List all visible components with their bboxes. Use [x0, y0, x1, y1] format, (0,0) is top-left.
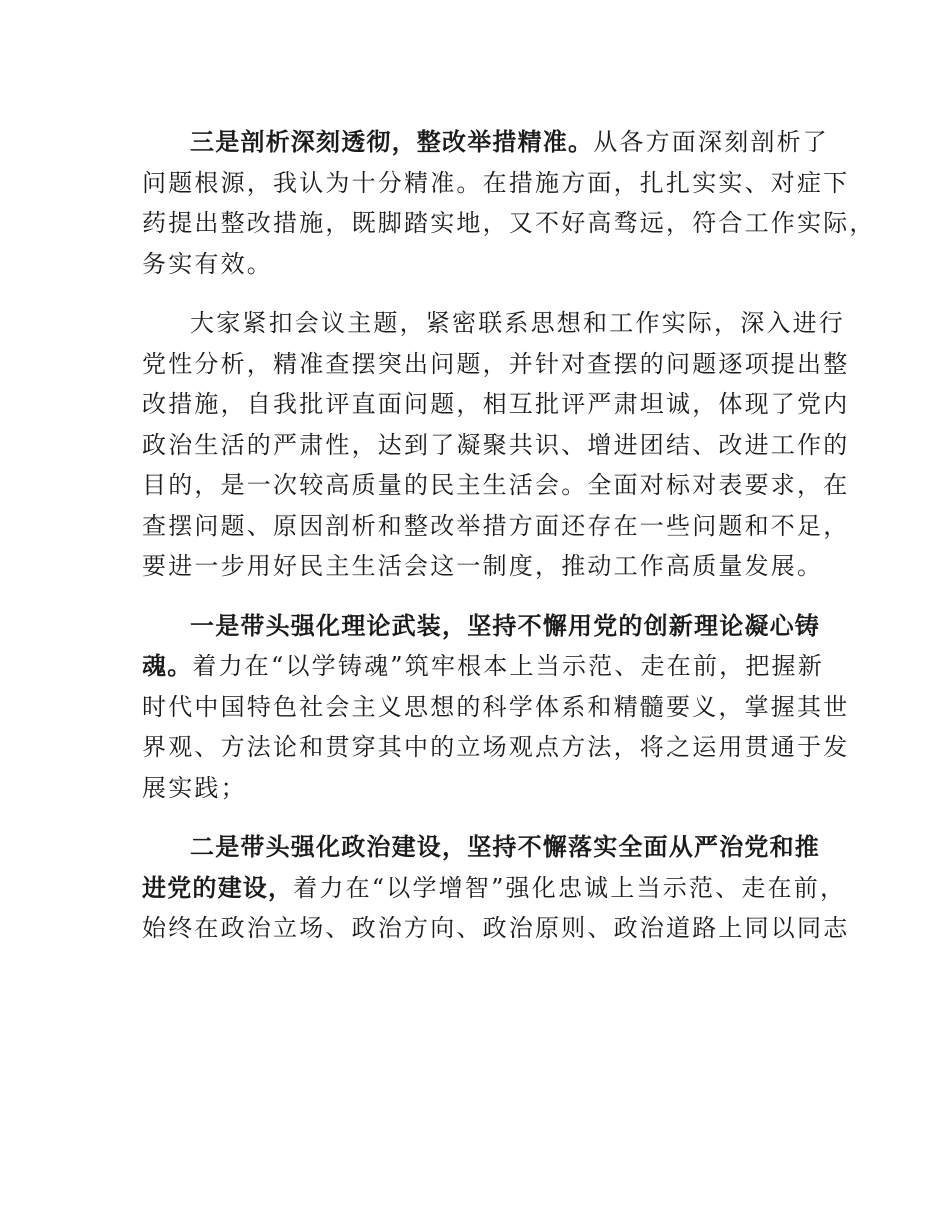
- text-line: [142, 122, 830, 163]
- body-text: 大家紧扣会议主题，紧密联系思想和工作实际，深入进行: [190, 309, 845, 337]
- text-line: [142, 646, 826, 687]
- body-text: 目的，是一次较高质量的民主生活会。全面对标对表要求，在: [142, 471, 850, 499]
- text-line: [142, 303, 845, 344]
- body-text: 界观、方法论和贯穿其中的立场观点方法，将之运用贯通于发: [142, 733, 850, 761]
- text-line: [142, 606, 826, 647]
- body-text: 着力在“以学增智”强化忠诚上当示范、走在前，: [293, 873, 847, 902]
- body-text: 始终在政治立场、政治方向、政治原则、政治道路上同以同志: [142, 914, 850, 942]
- body-text: 政治生活的严肃性，达到了凝聚共识、增进团结、改进工作的: [142, 430, 850, 459]
- text-line: [142, 868, 847, 909]
- bold-heading-text: 三是剖析深刻透彻，整改举措精准。: [190, 128, 594, 156]
- text-line: [142, 908, 850, 949]
- bold-heading-text: 魂。: [142, 652, 193, 680]
- body-text: 查摆问题、原因剖析和整改举措方面还存在一些问题和不足，: [142, 511, 850, 540]
- text-line: [142, 344, 850, 385]
- body-text: 改措施，自我批评直面问题，相互批评严肃坦诚，体现了党内: [142, 390, 850, 418]
- text-line: [142, 425, 850, 466]
- text-line: [142, 506, 850, 547]
- text-line: [142, 244, 826, 285]
- text-line: [142, 727, 850, 768]
- text-line: [142, 827, 826, 868]
- text-line: [142, 163, 850, 204]
- text-line: [142, 203, 876, 244]
- body-text: 着力在“以学铸魂”筑牢根本上当示范、走在前，把握新: [192, 652, 824, 680]
- body-text: 药提出整改措施，既脚踏实地，又不好高骛远，符合工作实际，: [142, 209, 876, 237]
- paragraph-analysis-precise: [142, 122, 876, 284]
- text-line: [142, 687, 850, 728]
- bold-heading-text: 二是带头强化政治建设，坚持不懈落实全面从严治党和推: [190, 833, 820, 861]
- body-text: 展实践；: [142, 773, 247, 802]
- body-text: 要进一步用好民主生活会这一制度，推动工作高质量发展。: [142, 552, 824, 580]
- paragraph-political-building: [142, 827, 850, 949]
- bold-heading-text: 一是带头强化理论武装，坚持不懈用党的创新理论凝心铸: [190, 611, 820, 640]
- body-text: 党性分析，精准查摆突出问题，并针对查摆的问题逐项提出整: [142, 349, 850, 378]
- body-text: 务实有效。: [142, 249, 273, 278]
- text-line: [142, 384, 850, 425]
- text-line: [142, 465, 850, 506]
- bold-heading-text: 进党的建设，: [142, 873, 294, 902]
- document-page: [142, 122, 876, 968]
- body-text: 时代中国特色社会主义思想的科学体系和精髓要义，掌握其世: [142, 692, 850, 721]
- paragraph-meeting-summary: [142, 303, 850, 587]
- text-line: [142, 768, 826, 809]
- body-text: 问题根源，我认为十分精准。在措施方面，扎扎实实、对症下: [142, 168, 850, 197]
- body-text: 从各方面深刻剖析了: [593, 128, 830, 156]
- paragraph-theory-armament: [142, 606, 850, 809]
- text-line: [142, 546, 826, 587]
